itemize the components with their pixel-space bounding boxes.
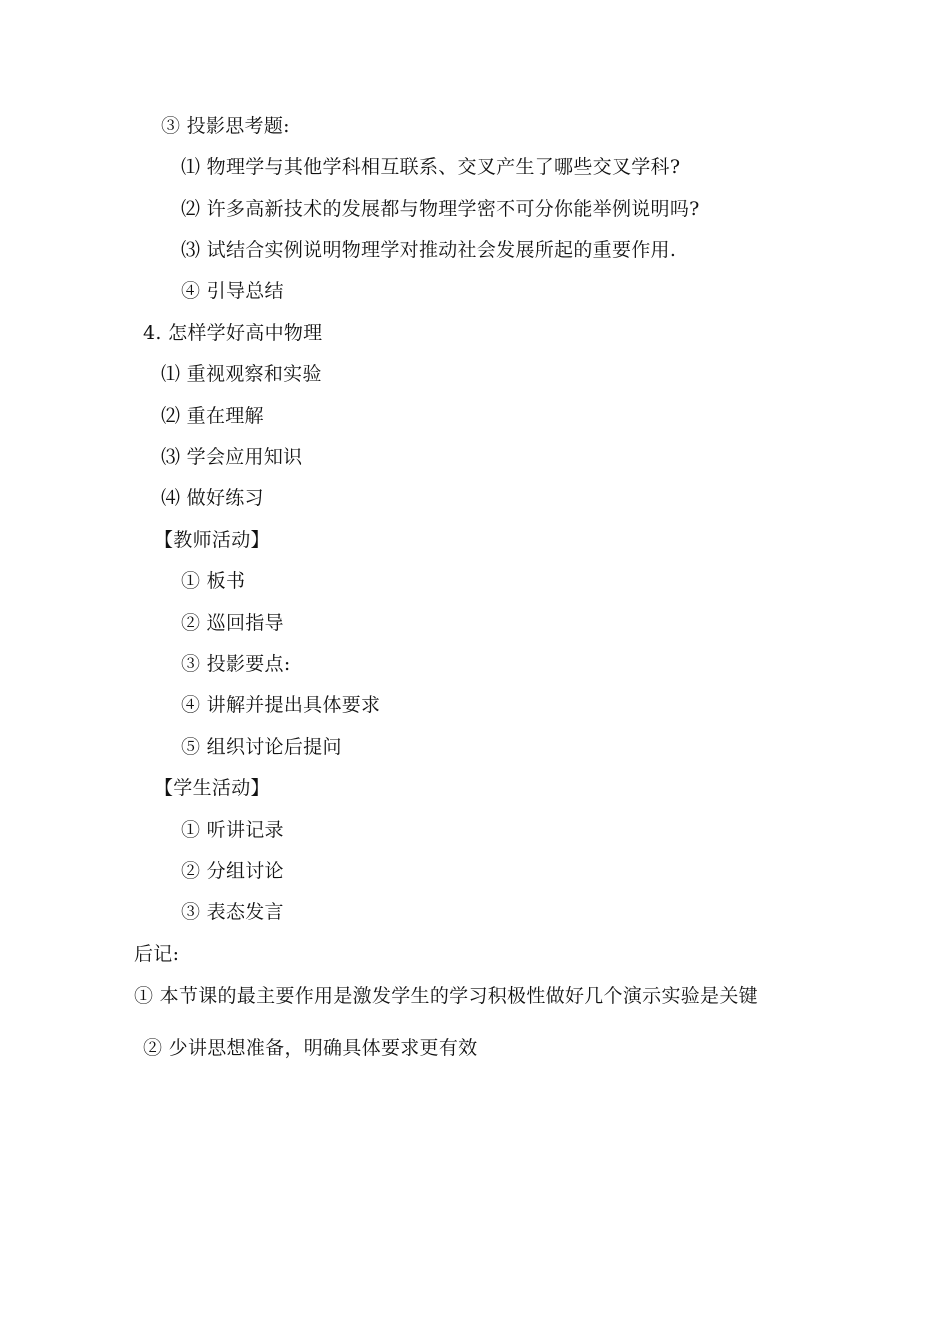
section-4-item-2: ⑵ 重在理解 xyxy=(161,405,264,427)
teacher-activity-4: ④ 讲解并提出具体要求 xyxy=(181,694,381,716)
student-activity-3: ③ 表态发言 xyxy=(181,901,284,923)
teacher-activity-heading: 【教师活动】 xyxy=(154,529,270,551)
question-1: ⑴ 物理学与其他学科相互联系、交叉产生了哪些交叉学科? xyxy=(181,156,681,178)
teacher-activity-1: ① 板书 xyxy=(181,570,246,592)
projection-questions-heading: ③ 投影思考题: xyxy=(161,115,290,137)
postscript-heading: 后记: xyxy=(134,943,180,965)
student-activity-heading: 【学生活动】 xyxy=(154,777,270,799)
section-4-item-3: ⑶ 学会应用知识 xyxy=(161,446,303,468)
section-4-item-1: ⑴ 重视观察和实验 xyxy=(161,363,322,385)
teacher-activity-2: ② 巡回指导 xyxy=(181,612,284,634)
teacher-activity-3: ③ 投影要点: xyxy=(181,653,291,675)
section-4-heading: 4. 怎样学好高中物理 xyxy=(143,322,323,344)
postscript-note-2: ② 少讲思想准备，明确具体要求更有效 xyxy=(143,1037,478,1059)
question-3: ⑶ 试结合实例说明物理学对推动社会发展所起的重要作用. xyxy=(181,239,677,261)
guide-summary: ④ 引导总结 xyxy=(181,280,284,302)
question-2: ⑵ 许多高新技术的发展都与物理学密不可分你能举例说明吗? xyxy=(181,198,700,220)
section-4-item-4: ⑷ 做好练习 xyxy=(161,487,264,509)
student-activity-2: ② 分组讨论 xyxy=(181,860,284,882)
teacher-activity-5: ⑤ 组织讨论后提问 xyxy=(181,736,342,758)
postscript-note-1: ① 本节课的最主要作用是激发学生的学习积极性做好几个演示实验是关键 xyxy=(134,985,758,1007)
student-activity-1: ① 听讲记录 xyxy=(181,819,284,841)
